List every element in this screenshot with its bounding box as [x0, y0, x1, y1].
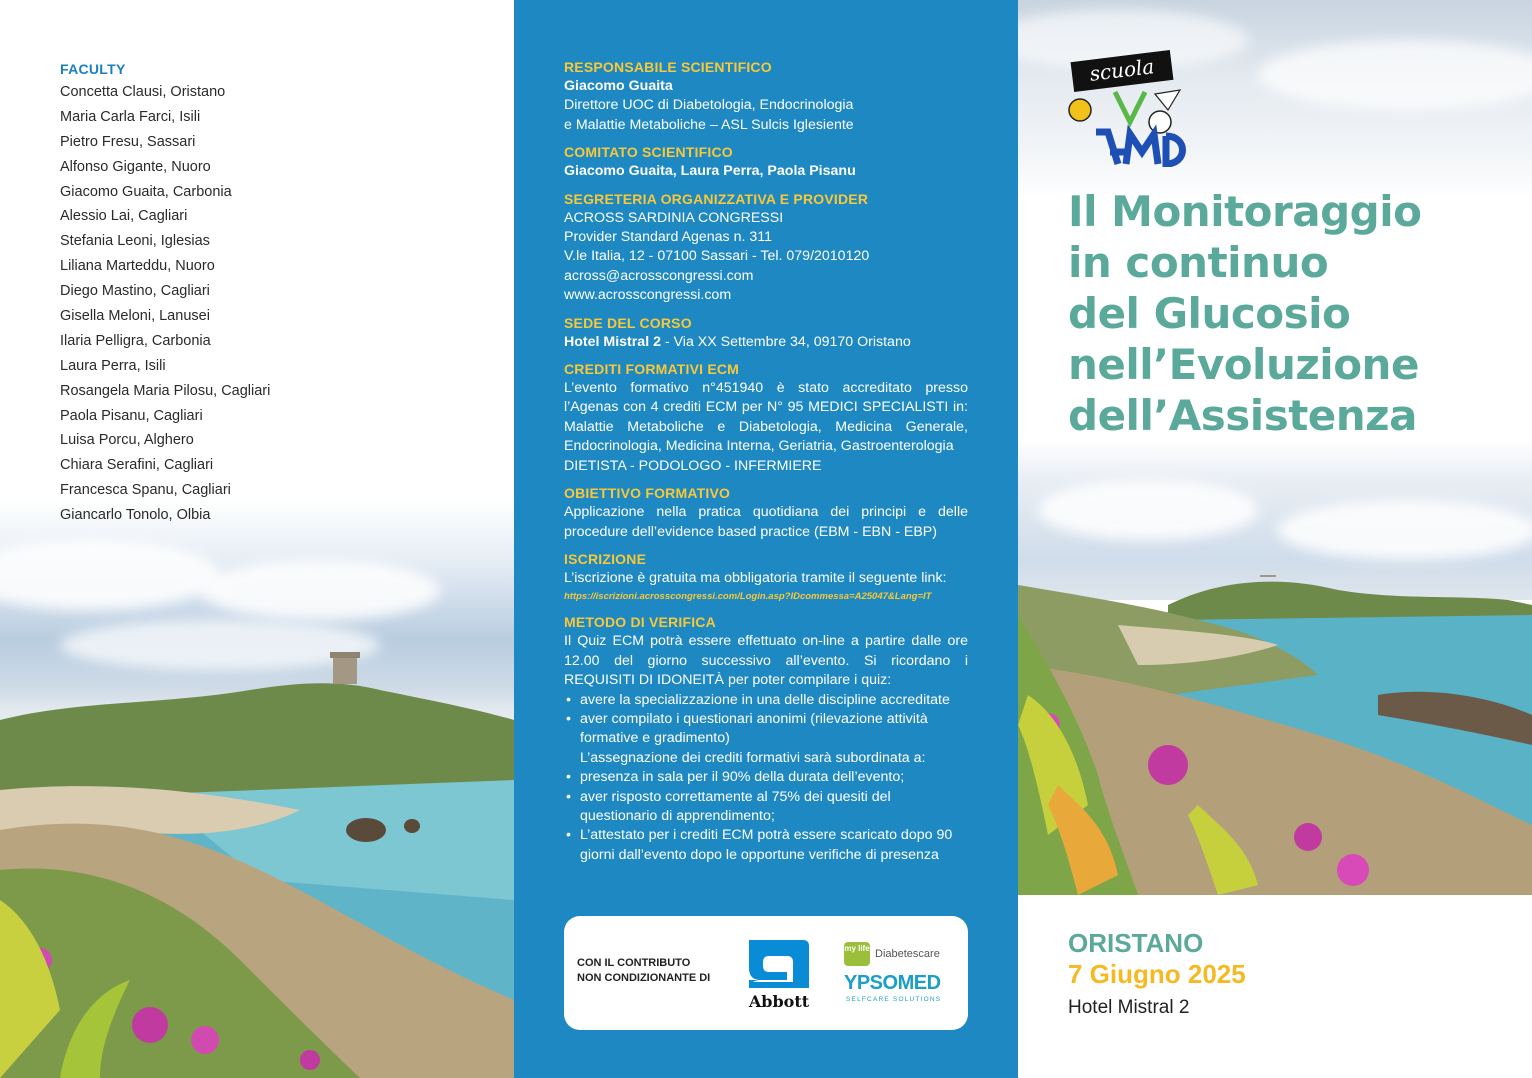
event-city: ORISTANO: [1068, 928, 1204, 958]
faculty-member: Gisella Meloni, Lanusei: [60, 308, 210, 325]
sponsor-caption-line: NON CONDIZIONANTE DI: [577, 972, 711, 984]
diabetes-care-label: Diabetescare: [875, 948, 940, 960]
sponsor-caption: [577, 956, 710, 986]
ypsomed-tagline: SELFCARE SOLUTIONS: [846, 996, 942, 1003]
sede-address: - Via XX Settembre 34, 09170 Oristano: [660, 333, 911, 350]
faculty-member: Paola Pisanu, Cagliari: [60, 407, 203, 424]
responsabile-role: e Malattie Metaboliche – ASL Sulcis Iglesiente: [564, 116, 854, 133]
section-heading: OBIETTIVO FORMATIVO: [564, 485, 731, 502]
title-line: in continuo: [1068, 238, 1329, 287]
segreteria-address: V.le Italia, 12 - 07100 Sassari - Tel. 079/2010120: [564, 248, 870, 265]
iscrizione-section: [564, 550, 968, 605]
sponsor-caption-line: CON IL CONTRIBUTO: [577, 957, 691, 969]
mylife-badge: my life: [844, 942, 870, 966]
abbott-wordmark: Abbott: [748, 992, 810, 1011]
faculty-member: Luisa Porcu, Alghero: [60, 432, 194, 449]
list-item: L’assegnazione dei crediti formativi sarà subordinata a:: [580, 749, 926, 766]
faculty-member: Ilaria Pelligra, Carbonia: [60, 332, 211, 349]
obiettivo-section: [564, 484, 968, 542]
faculty-member: Chiara Serafini, Cagliari: [60, 457, 214, 474]
section-heading: COMITATO SCIENTIFICO: [564, 144, 733, 161]
ypsomed-wordmark: YPSOMED: [844, 972, 941, 994]
event-date: 7 Giugno 2025: [1068, 959, 1246, 989]
faculty-list: [60, 80, 460, 528]
section-heading: ISCRIZIONE: [564, 550, 647, 567]
faculty-member: Concetta Clausi, Oristano: [60, 84, 226, 100]
faculty-member: Liliana Marteddu, Nuoro: [60, 258, 215, 275]
section-heading: METODO DI VERIFICA: [564, 614, 716, 631]
faculty-member: Pietro Fresu, Sassari: [60, 133, 196, 150]
faculty-member: Francesca Spanu, Cagliari: [60, 482, 231, 499]
list-item: • aver risposto correttamente al 75% dei quesiti del questionario di apprendimento;: [564, 788, 968, 827]
segreteria-section: [564, 190, 968, 306]
faculty-member: Giancarlo Tonolo, Olbia: [60, 507, 211, 524]
metodo-section: [564, 613, 968, 865]
sede-section: [564, 314, 968, 352]
segreteria-web-link[interactable]: www.acrosscongressi.com: [564, 287, 732, 304]
faculty-panel: [0, 0, 514, 1078]
scuola-label: scuola: [1071, 50, 1174, 92]
list-item: • avere la specializzazione in una delle discipline accreditate: [564, 691, 968, 710]
faculty-member: Maria Carla Farci, Isili: [60, 108, 201, 125]
faculty-block: [60, 58, 460, 528]
sponsor-box: [564, 916, 968, 1030]
crediti-text: L’evento formativo n°451940 è stato accreditato presso l’Agenas con 4 crediti ECM per N° 95 MEDICI SPECIALISTI in: Malattie Metaboliche e Diabetologia, Medicina Generale, Endocrinologia, Medicina Interna, Geriatria, Gastroenterologia: [564, 380, 968, 455]
list-item: • presenza in sala per il 90% della durata dell’evento;: [564, 768, 968, 787]
responsabile-section: [564, 58, 968, 135]
cloud-shape: [1038, 480, 1258, 540]
obiettivo-text: Applicazione nella pratica quotidiana dei principi e delle procedure dell’evidence based practice (EBM - EBN - EBP): [564, 504, 968, 540]
iscrizione-link[interactable]: https://iscrizioni.acrosscongressi.com/Login.asp?IDcommessa=A25047&Lang=IT: [564, 591, 932, 603]
sede-hotel: Hotel Mistral 2: [564, 333, 661, 350]
crediti-professions: DIETISTA - PODOLOGO - INFERMIERE: [564, 457, 822, 474]
segreteria-provider: Provider Standard Agenas n. 311: [564, 229, 772, 246]
section-heading: SEGRETERIA ORGANIZZATIVA E PROVIDER: [564, 190, 869, 207]
segreteria-name: ACROSS SARDINIA CONGRESSI: [564, 209, 784, 226]
section-heading: SEDE DEL CORSO: [564, 314, 692, 331]
sede-line: [564, 333, 968, 352]
list-item: • aver compilato i questionari anonimi (rilevazione attività formative e gradimento): [564, 710, 968, 749]
comitato-section: [564, 143, 968, 181]
requirements-list: [564, 691, 968, 866]
info-panel: [514, 0, 1018, 1078]
cloud-shape: [1278, 500, 1532, 560]
crediti-section: [564, 360, 968, 476]
title-line: dell’Assistenza: [1068, 391, 1417, 440]
comitato-names: Giacomo Guaita, Laura Perra, Paola Pisanu: [564, 163, 856, 180]
cover-panel: [1018, 0, 1532, 1078]
section-heading: RESPONSABILE SCIENTIFICO: [564, 59, 772, 75]
iscrizione-text: L’iscrizione è gratuita ma obbligatoria tramite il seguente link:: [564, 569, 947, 586]
faculty-heading: FACULTY: [60, 61, 126, 77]
faculty-member: Alfonso Gigante, Nuoro: [60, 158, 211, 175]
responsabile-name: Giacomo Guaita: [564, 78, 673, 94]
faculty-member: Stefania Leoni, Iglesias: [60, 233, 210, 250]
faculty-member: Giacomo Guaita, Carbonia: [60, 183, 232, 200]
responsabile-role: Direttore UOC di Diabetologia, Endocrinologia: [564, 97, 854, 114]
scuola-amd-logo: [1060, 52, 1190, 167]
metodo-text: Il Quiz ECM potrà essere effettuato on-line a partire dalle ore 12.00 del giorno successivo all’evento. Si ricordano i REQUISITI DI IDONEITÀ per poter compilare i quiz:: [564, 633, 968, 689]
amd-figure-icon: [1060, 52, 1190, 167]
faculty-member: Diego Mastino, Cagliari: [60, 283, 210, 300]
coastline-photo: [1018, 575, 1532, 895]
list-item: • L’attestato per i crediti ECM potrà essere scaricato dopo 90 giorni dall’evento dopo le opportune verifiche di presenza: [564, 826, 968, 865]
title-line: nell’Evoluzione: [1068, 340, 1419, 389]
faculty-member: Laura Perra, Isili: [60, 357, 166, 374]
faculty-member: Alessio Lai, Cagliari: [60, 208, 188, 225]
ypsomed-logo: [844, 942, 959, 1012]
title-line: del Glucosio: [1068, 289, 1351, 338]
event-venue: Hotel Mistral 2: [1068, 997, 1190, 1018]
segreteria-email-link[interactable]: across@acrosscongressi.com: [564, 267, 754, 284]
info-content: [564, 58, 968, 873]
section-heading: CREDITI FORMATIVI ECM: [564, 361, 740, 378]
title-line: Il Monitoraggio: [1068, 187, 1422, 236]
cover-title: [1068, 186, 1508, 441]
faculty-member: Rosangela Maria Pilosu, Cagliari: [60, 382, 271, 399]
